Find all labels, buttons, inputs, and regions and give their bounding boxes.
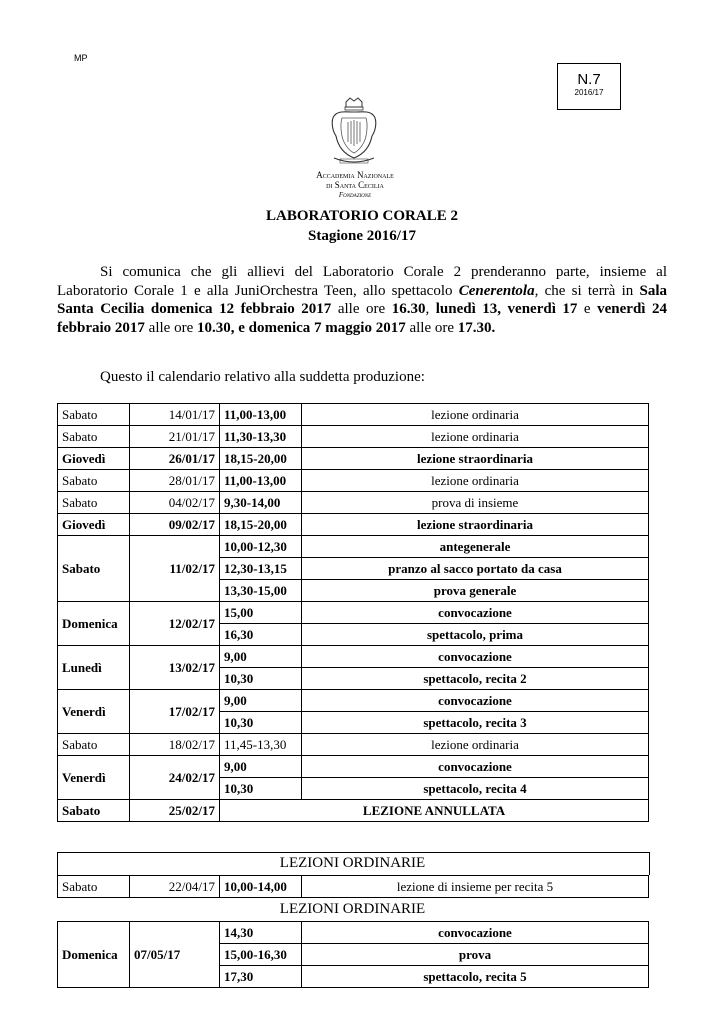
day-cell: Sabato: [58, 876, 130, 898]
date-cell: 09/02/17: [130, 514, 220, 536]
date-cell: 12/02/17: [130, 602, 220, 646]
time-cell: 18,15-20,00: [220, 448, 302, 470]
day-cell: Sabato: [58, 470, 130, 492]
table-row: [58, 448, 649, 470]
time-cell: 17,30: [220, 966, 302, 988]
date-cell: 25/02/17: [130, 800, 220, 822]
day-cell: Lunedì: [58, 646, 130, 690]
intro-text: ,: [425, 301, 436, 317]
time-cell: 14,30: [220, 922, 302, 944]
table-row: [58, 922, 649, 944]
activity-cell: spettacolo, recita 3: [302, 712, 649, 734]
date-cell: 18/02/17: [130, 734, 220, 756]
time-cell: 9,00: [220, 646, 302, 668]
time-cell: 12,30-13,15: [220, 558, 302, 580]
day-cell: Giovedì: [58, 448, 130, 470]
activity-cell: spettacolo, recita 4: [302, 778, 649, 800]
table-row: [58, 470, 649, 492]
day-cell: Sabato: [58, 492, 130, 514]
author-initials: MP: [74, 53, 88, 63]
final-performance-table: [57, 921, 649, 988]
table-row: [58, 734, 649, 756]
activity-cell: lezione ordinaria: [302, 734, 649, 756]
date-cell: 07/05/17: [130, 922, 220, 988]
activity-cell: lezione ordinaria: [302, 426, 649, 448]
day-cell: Sabato: [58, 404, 130, 426]
intro-text: alle ore: [331, 301, 392, 317]
calendar-table: [57, 403, 649, 822]
table-row: [58, 492, 649, 514]
intro-paragraph: [57, 263, 667, 337]
time-cell: 16,30: [220, 624, 302, 646]
table-row: [58, 646, 649, 668]
time-cell: 10,30: [220, 712, 302, 734]
activity-cell: spettacolo, prima: [302, 624, 649, 646]
document-number: N.7: [577, 71, 601, 88]
date: venerdì 24 febbraio 2017: [57, 301, 667, 336]
day-cell: Sabato: [58, 536, 130, 602]
time-cell: 10,30: [220, 668, 302, 690]
institution-line-2: di Santa Cecilia: [326, 180, 384, 190]
time-cell: 13,30-15,00: [220, 580, 302, 602]
venue-date: Sala Santa Cecilia domenica 12 febbraio 2017: [57, 282, 667, 317]
activity-cell: convocazione: [302, 646, 649, 668]
day-cell: Sabato: [58, 426, 130, 448]
date-cell: 04/02/17: [130, 492, 220, 514]
doc-title: LABORATORIO CORALE 2: [266, 208, 458, 224]
date-cell: 28/01/17: [130, 470, 220, 492]
date-cell: 14/01/17: [130, 404, 220, 426]
table-row: [58, 756, 649, 778]
time-cell: 10,00-12,30: [220, 536, 302, 558]
document-number-box: [557, 63, 621, 110]
intro-text: Si comunica che gli allievi del Laboratorio Corale 2 prenderanno parte, insieme al Laboratorio Corale 1 e alla JuniOrchestra Teen, allo spettacolo: [57, 264, 667, 299]
intro-text: , che si terrà in: [534, 282, 640, 299]
table-row: [58, 536, 649, 558]
day-cell: Venerdì: [58, 756, 130, 800]
time-cell: 10,30: [220, 778, 302, 800]
date-cell: 26/01/17: [130, 448, 220, 470]
day-cell: Domenica: [58, 602, 130, 646]
day-cell: Venerdì: [58, 690, 130, 734]
intro-text: alle ore: [405, 319, 458, 336]
activity-cell: lezione di insieme per recita 5: [302, 876, 649, 898]
table-row: [58, 602, 649, 624]
date-cell: 11/02/17: [130, 536, 220, 602]
dates: lunedì 13, venerdì 17: [435, 301, 578, 317]
section-heading-2: LEZIONI ORDINARIE: [279, 901, 426, 917]
institution-line-3: Fondazione: [338, 191, 372, 199]
activity-cell: convocazione: [302, 690, 649, 712]
table-row: [58, 690, 649, 712]
table-row: [58, 426, 649, 448]
activity-cell: spettacolo, recita 5: [302, 966, 649, 988]
table-row: [58, 514, 649, 536]
activity-cell: lezione straordinaria: [302, 514, 649, 536]
day-cell: Domenica: [58, 922, 130, 988]
date-cell: 24/02/17: [130, 756, 220, 800]
table-row: [58, 404, 649, 426]
time-cell: 11,00-13,00: [220, 404, 302, 426]
date-cell: 21/01/17: [130, 426, 220, 448]
time-cell: 15,00: [220, 602, 302, 624]
activity-cell: spettacolo, recita 2: [302, 668, 649, 690]
time-cell: 11,45-13,30: [220, 734, 302, 756]
time-cell: 9,30-14,00: [220, 492, 302, 514]
time-date: 10.30, e domenica 7 maggio 2017: [196, 319, 406, 336]
cancelled-notice: LEZIONE ANNULLATA: [220, 800, 649, 822]
activity-cell: convocazione: [302, 922, 649, 944]
institution-line-1: Accademia Nazionale: [316, 170, 394, 180]
time-cell: 18,15-20,00: [220, 514, 302, 536]
date-cell: 22/04/17: [130, 876, 220, 898]
calendar-intro: Questo il calendario relativo alla suddetta produzione:: [100, 369, 425, 385]
time-cell: 9,00: [220, 690, 302, 712]
day-cell: Sabato: [58, 734, 130, 756]
time: 16.30: [391, 301, 426, 317]
activity-cell: pranzo al sacco portato da casa: [302, 558, 649, 580]
time: 17.30.: [457, 319, 496, 336]
date-cell: 13/02/17: [130, 646, 220, 690]
activity-cell: antegenerale: [302, 536, 649, 558]
table-row: [58, 800, 649, 822]
time-cell: 11,00-13,00: [220, 470, 302, 492]
institution-name: [280, 170, 430, 200]
activity-cell: lezione ordinaria: [302, 470, 649, 492]
activity-cell: prova generale: [302, 580, 649, 602]
activity-cell: prova: [302, 944, 649, 966]
date-cell: 17/02/17: [130, 690, 220, 734]
section-heading: LEZIONI ORDINARIE: [279, 855, 426, 871]
time-cell: 9,00: [220, 756, 302, 778]
time-cell: 10,00-14,00: [220, 876, 302, 898]
time-cell: 15,00-16,30: [220, 944, 302, 966]
activity-cell: prova di insieme: [302, 492, 649, 514]
ordinary-lessons-table: [57, 875, 649, 898]
show-title: Cenerentola: [458, 282, 535, 299]
activity-cell: lezione ordinaria: [302, 404, 649, 426]
academy-crest-logo: [328, 96, 380, 168]
intro-text: alle ore: [144, 319, 197, 336]
table-row: [58, 876, 649, 898]
doc-subtitle: Stagione 2016/17: [308, 228, 416, 244]
day-cell: Giovedì: [58, 514, 130, 536]
intro-text: e: [577, 301, 598, 317]
document-year: 2016/17: [574, 88, 604, 97]
time-cell: 11,30-13,30: [220, 426, 302, 448]
activity-cell: lezione straordinaria: [302, 448, 649, 470]
activity-cell: convocazione: [302, 602, 649, 624]
activity-cell: convocazione: [302, 756, 649, 778]
day-cell: Sabato: [58, 800, 130, 822]
